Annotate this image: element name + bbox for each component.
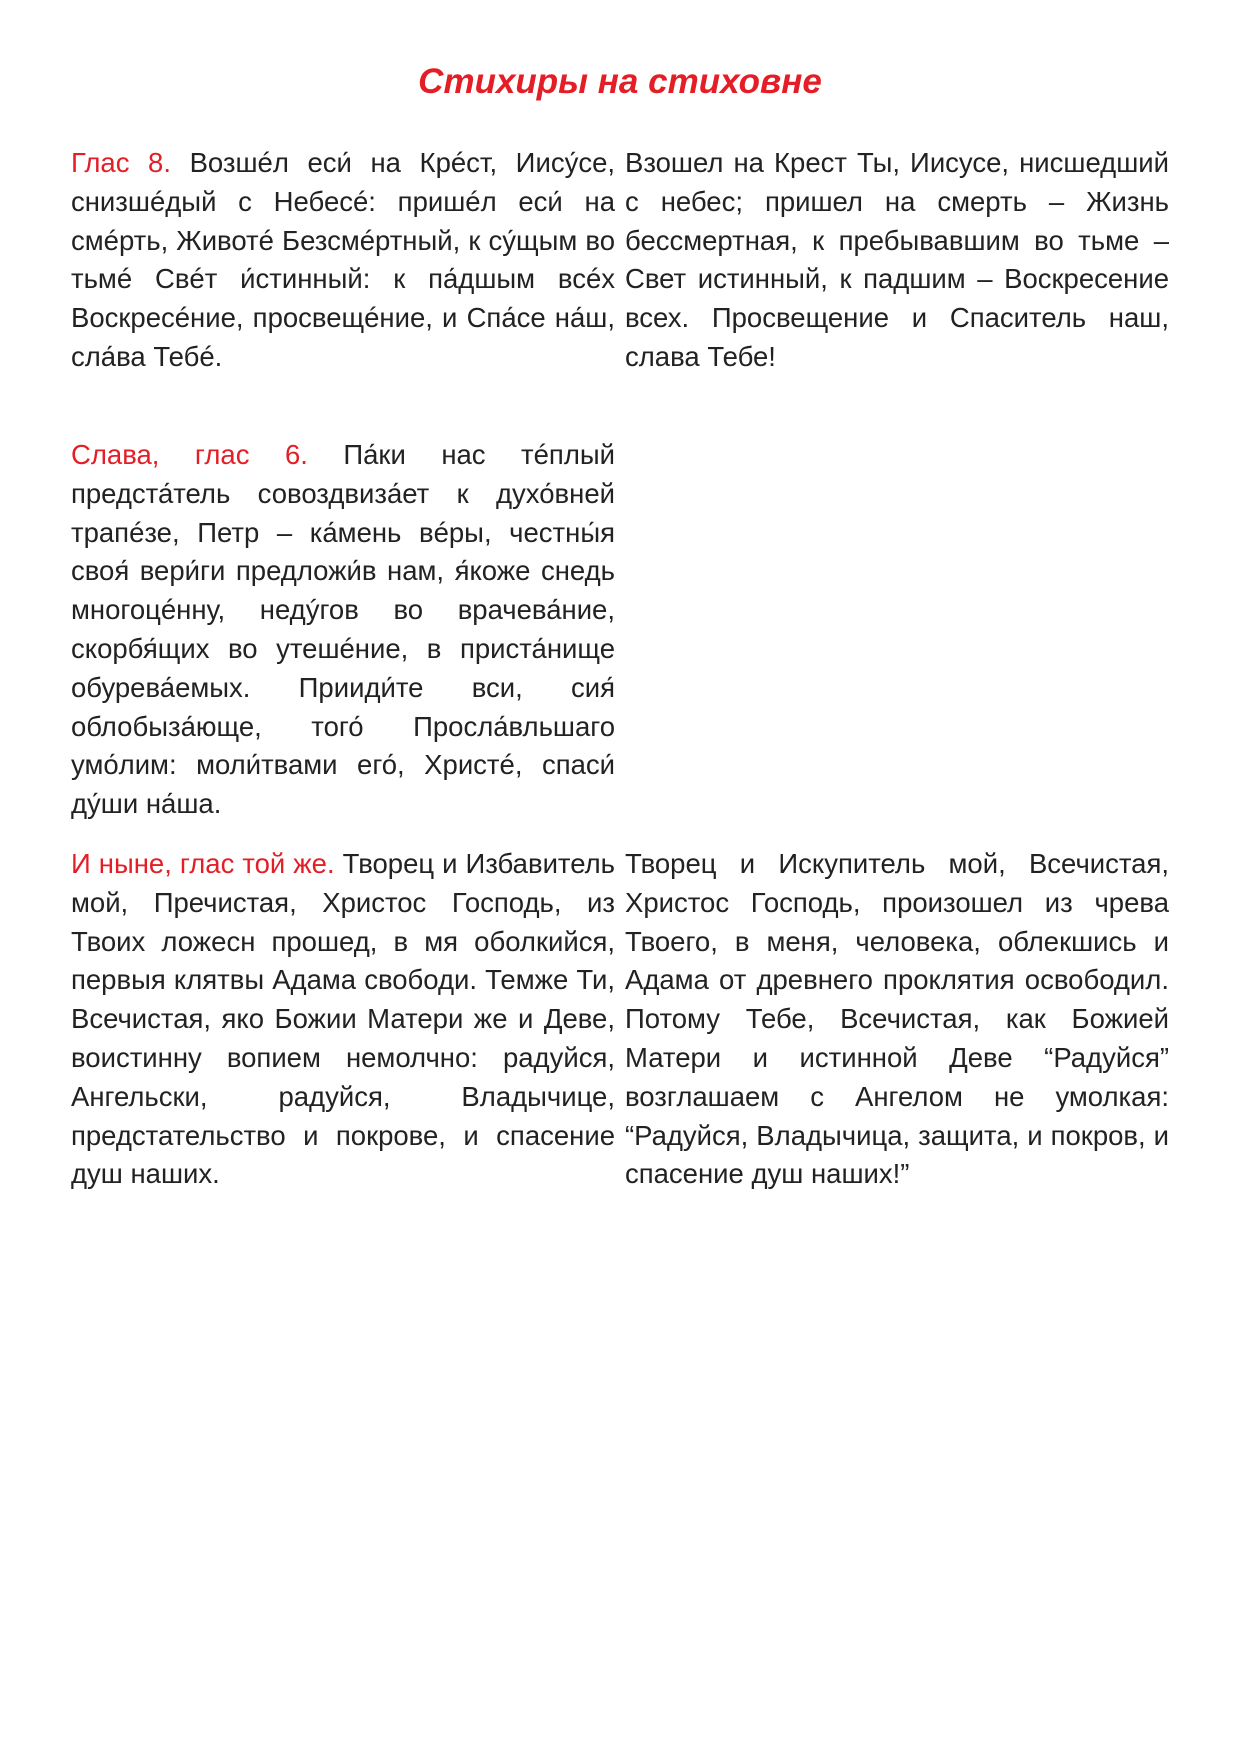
tone-label: И ныне, глас той же. — [71, 848, 343, 879]
church-slavonic-text — [71, 436, 615, 824]
russian-translation — [625, 436, 1169, 824]
tone-label: Глас 8. — [71, 147, 190, 178]
slavonic-body: Па́ки нас тéплый предста́тель совоздвиза́ет к духо́вней трапéзе, Петр – ка́мень вéры, честны́я своя́ вери́ги предложи́в нам, я́коже снедь многоцéнну, недýгов во врачева́ние, скорбя́щих во утешéние, в приста́нище обурева́емых. Прииди́те вси, сия́ облобыза́юще, того́ Просла́вльшаго умо́лим: моли́твами его́, Христé, спаси́ ду́ши на́ша. — [71, 439, 615, 820]
church-slavonic-text — [71, 144, 615, 377]
tone-label: Слава, глас 6. — [71, 439, 344, 470]
stichera-section-1 — [71, 144, 1169, 377]
slavonic-body: Возшéл еси́ на Крéст, Иису́се, снизшéдый с Небесé: пришéл еси́ на смéрть, Животé Безсмéртный, к су́щым во тьмé Свéт и́стинный: к па́дшым всéх Воскресéние, просвещéние, и Спа́се на́ш, сла́ва Тебé. — [71, 147, 615, 372]
church-slavonic-text — [71, 845, 615, 1194]
stichera-section-3 — [71, 845, 1169, 1194]
russian-translation: Взошел на Крест Ты, Иисусе, нисшедший с небес; пришел на смерть – Жизнь бессмертная, к пребывавшим во тьме – Свет истинный, к падшим – Воскресение всех. Просвещение и Спаситель наш, слава Тебе! — [625, 147, 1169, 372]
russian-translation: Творец и Искупитель мой, Всечистая, Христос Господь, произошел из чрева Твоего, в меня, человека, облекшись и Адама от древнего проклятия освободил. Потому Тебе, Всечистая, как Божией Матери и истинной Деве “Радуйся” возглашаем с Ангелом не умолкая: “Радуйся, Владычица, защита, и покров, и спасение душ наших!” — [625, 848, 1169, 1190]
stichera-section-2 — [71, 436, 1169, 824]
page-title: Стихиры на стиховне — [418, 62, 822, 101]
slavonic-body: Творец и Избавитель мой, Пречистая, Христос Господь, из Твоих ложесн прошед, в мя оболкийся, первыя клятвы Адама свободи. Темже Ти, Всечистая, яко Божии Матери же и Деве, воистинну вопием немолчно: радуйся, Ангельски, радуйся, Владычице, предстательство и покрове, и спасение душ наших. — [71, 848, 615, 1190]
